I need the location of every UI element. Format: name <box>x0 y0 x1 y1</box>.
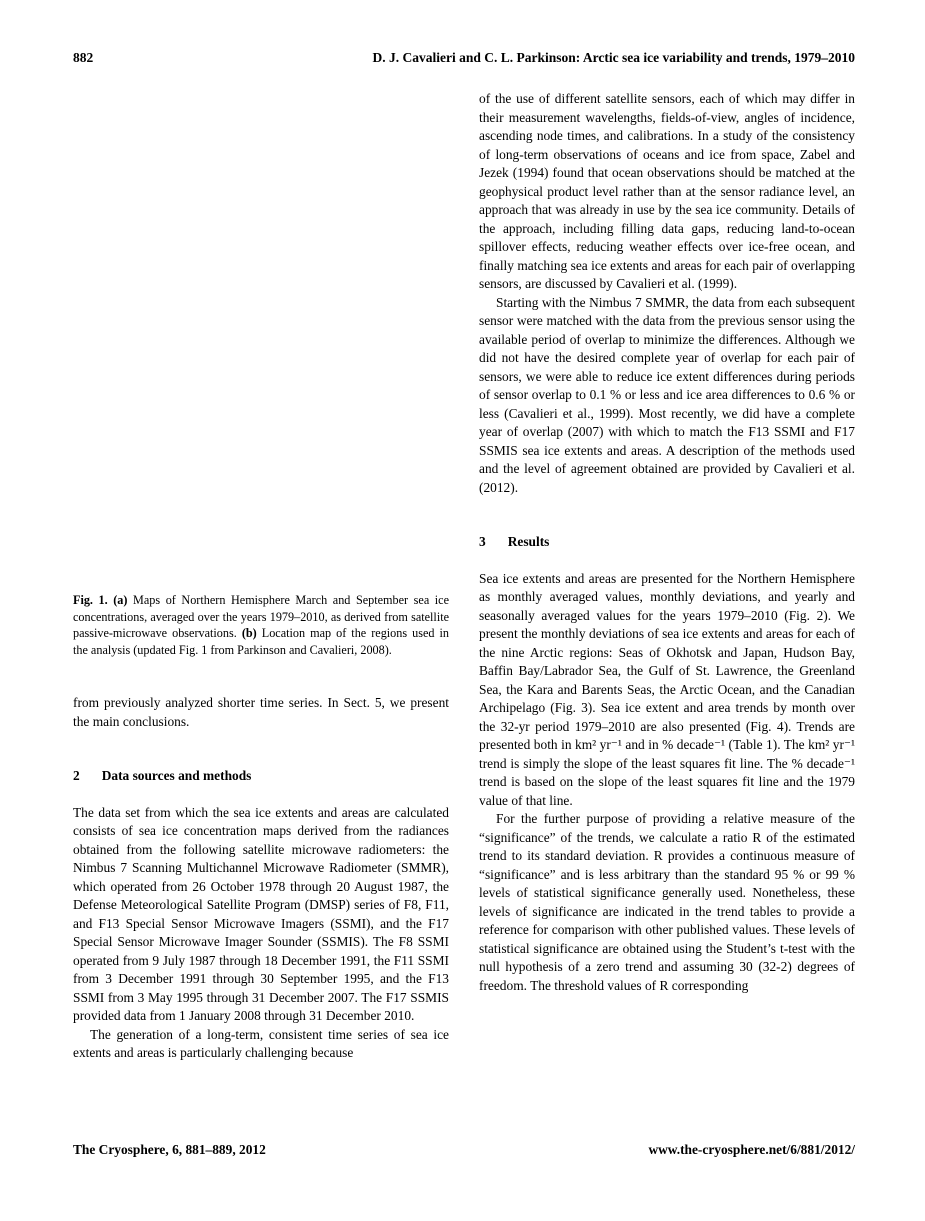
section-2-heading <box>73 767 449 786</box>
page-footer <box>73 1142 855 1158</box>
section-3-heading <box>479 533 855 552</box>
page-header <box>73 50 855 66</box>
section-3-title: Results <box>507 534 550 549</box>
section-2-number: 2 <box>73 768 80 783</box>
paragraph-data-sources-2: The generation of a long-term, consistent time series of sea ice extents and areas is particularly challenging because <box>73 1026 449 1060</box>
paragraph-results-1: Sea ice extents and areas are presented for the Northern Hemisphere as monthly averaged values, monthly deviations, and yearly and seasonally averaged values for the years 1979–2010 (Fig. 2). We present the monthly deviations of sea ice extents and areas for each of the nine Arctic regions: Seas of Okhotsk and Japan, Hudson Bay, Baffin Bay/Labrador Sea, the Gulf of St. Lawrence, the Greenland Sea, the Kara and Barents Seas, the Arctic Ocean, and the Canadian Archipelago (Fig. 3). Sea ice extent and area trends by month over the 32-yr period 1979–2010 are also presented (Fig. 4). Trends are presented both in km² yr⁻¹ and in % decade⁻¹ (Table 1). The km² yr⁻¹ trend is simply the slope of the least squares fit line. The % decade⁻¹ trend is based on the slope of the least squares fit line and the 1979 value of that line. <box>479 570 855 808</box>
paragraph-sensors-continuation: of the use of different satellite sensors, each of which may differ in their measurement wavelengths, fields-of-view, angles of incidence, ascending node times, and calibrations. In a study of the consistency of long-term observations of oceans and ice from space, Zabel and Jezek (1994) found that ocean observations should be matched at the geophysical product level rather than at the sensor radiance level, an approach that was already in use by the sea ice community. Details of the approach, including filling data gaps, reducing land-to-ocean spillover effects, reducing weather effects over ice-free ocean, and finally matching sea ice extents and areas for each pair of overlapping sensors, are discussed by Cavalieri et al. (1999). <box>479 91 855 291</box>
footer-url: www.the-cryosphere.net/6/881/2012/ <box>648 1142 855 1157</box>
footer-citation: The Cryosphere, 6, 881–889, 2012 <box>73 1142 266 1157</box>
left-column <box>73 90 449 1063</box>
paragraph-intro-continuation: from previously analyzed shorter time series. In Sect. 5, we present the main conclusions. <box>73 695 449 729</box>
right-column <box>479 90 855 1063</box>
caption-part-b: Location map of the regions used in the analysis (updated Fig. 1 from Parkinson and Cavalieri, 2008). <box>73 626 450 657</box>
section-3-number: 3 <box>479 534 486 549</box>
section-2-title: Data sources and methods <box>101 768 252 783</box>
paragraph-results-2: For the further purpose of providing a relative measure of the “significance” of the trends, we calculate a ratio R of the estimated trend to its standard deviation. R provides a continuous measure of “significance” and is less arbitrary than the standard 95 % or 99 % levels of statistical significance generally used. Nonetheless, these levels of significance are indicated in the trend tables to provide a reference for comparison with other published values. These levels of statistical significance are obtained using the Student’s t-test with the null hypothesis of a zero trend and assuming 30 (32-2) degrees of freedom. The threshold values of R corresponding <box>479 811 855 993</box>
figure-1-image-area <box>73 90 449 592</box>
two-column-body <box>73 90 855 1063</box>
caption-b-label: (b) <box>241 626 257 640</box>
running-head: D. J. Cavalieri and C. L. Parkinson: Arctic sea ice variability and trends, 1979–2010 <box>372 50 855 65</box>
caption-fig-label: Fig. 1. (a) <box>73 593 128 607</box>
page-number: 882 <box>73 50 94 65</box>
paragraph-data-sources-1: The data set from which the sea ice extents and areas are calculated consists of sea ice concentration maps derived from the radiances obtained from the following satellite microwave radiometers: the Nimbus 7 Scanning Multichannel Microwave Radiometer (SMMR), which operated from 26 October 1978 through 20 August 1987, the Defense Meteorological Satellite Program (DMSP) series of F8, F11, and F13 Special Sensor Microwave Imagers (SSMI), and the F17 Special Sensor Microwave Imager Sounder (SSMIS). The F8 SSMI operated from 9 July 1987 through 18 December 1991, the F11 SSMI from 3 December 1991 through 30 September 1995, and the F13 SSMI from 3 May 1995 through 31 December 2007. The F17 SSMIS provided data from 1 January 2008 through 31 December 2010. <box>73 804 449 1023</box>
caption-part-a: Maps of Northern Hemisphere March and September sea ice concentrations, averaged over the years 1979–2010, as derived from satellite passive-microwave observations. <box>73 593 449 640</box>
figure-1-caption <box>73 592 449 658</box>
paragraph-sensor-matching: Starting with the Nimbus 7 SMMR, the data from each subsequent sensor were matched with the data from the previous sensor using the available period of overlap to minimize the differences. Although we did not have the desired complete year of overlap for each pair of sensors, we were able to reduce ice extent differences during periods of sensor overlap to 0.1 % or less and ice area differences to 0.6 % or less (Cavalieri et al., 1999). Most recently, we did have a complete year of overlap (2007) with which to match the F13 SSMI and F17 SSMIS sea ice extents and areas. A description of the methods used and the level of agreement obtained are provided by Cavalieri et al. (2012). <box>479 294 855 495</box>
